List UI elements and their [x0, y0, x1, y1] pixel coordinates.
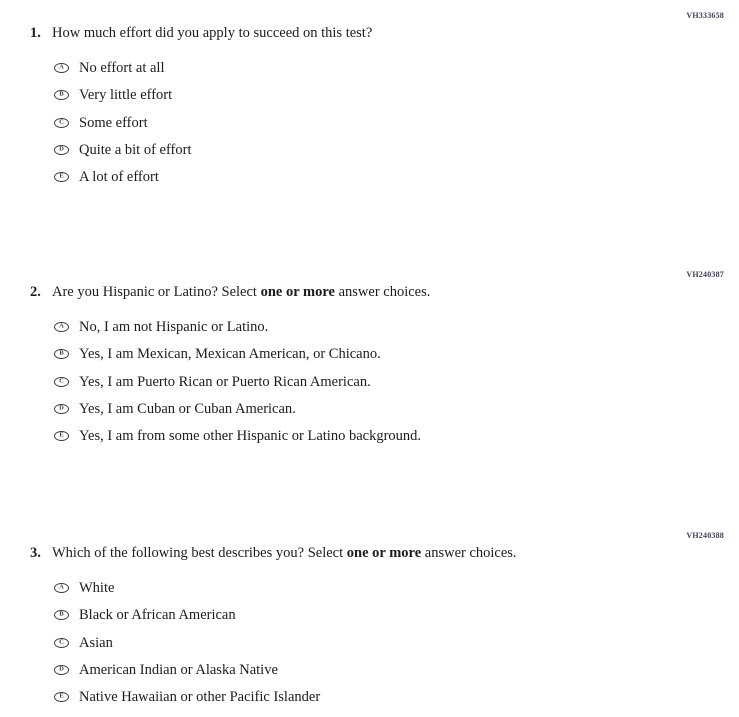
- answer-option[interactable]: [54, 85, 172, 105]
- answer-option[interactable]: [54, 399, 296, 419]
- question-prompt: [30, 24, 719, 43]
- question-prompt: [30, 544, 719, 563]
- question-prompt: [30, 283, 719, 302]
- item-code: VH333658: [686, 11, 724, 20]
- option-label: Quite a bit of effort: [79, 142, 192, 158]
- answer-option[interactable]: [54, 578, 114, 598]
- option-label: Black or African American: [79, 607, 236, 623]
- prompt-pre: Which of the following best describes you? Select: [52, 545, 347, 561]
- question-text: [52, 545, 517, 561]
- question-text: [52, 25, 372, 41]
- question-text: [52, 284, 430, 300]
- option-bubble[interactable]: [54, 172, 69, 182]
- option-label: White: [79, 580, 115, 596]
- question-number: 2.: [30, 284, 41, 300]
- option-letter: D: [59, 665, 64, 673]
- option-bubble[interactable]: [54, 118, 69, 128]
- option-letter: E: [59, 431, 64, 439]
- option-label: Some effort: [79, 115, 148, 131]
- prompt-bold: one or more: [346, 545, 422, 561]
- option-label: American Indian or Alaska Native: [79, 662, 278, 678]
- option-label: No effort at all: [79, 60, 165, 76]
- option-bubble[interactable]: [54, 349, 69, 359]
- item-code: VH240388: [686, 531, 724, 540]
- option-letter: D: [59, 145, 64, 153]
- option-bubble[interactable]: [54, 610, 69, 620]
- option-letter: C: [59, 118, 64, 126]
- answer-option[interactable]: [54, 317, 268, 337]
- answer-option[interactable]: [54, 426, 421, 446]
- option-bubble[interactable]: [54, 431, 69, 441]
- answer-option[interactable]: [54, 167, 159, 187]
- option-label: Yes, I am Cuban or Cuban American.: [79, 401, 296, 417]
- answer-option[interactable]: [54, 58, 165, 78]
- option-letter: E: [59, 172, 64, 180]
- option-bubble[interactable]: [54, 583, 69, 593]
- item-code: VH240387: [686, 270, 724, 279]
- option-bubble[interactable]: [54, 322, 69, 332]
- answer-option[interactable]: [54, 605, 236, 625]
- option-label: Very little effort: [79, 87, 173, 103]
- option-label: Asian: [79, 635, 113, 651]
- question-number: 1.: [30, 25, 41, 41]
- prompt-bold: one or more: [260, 284, 335, 300]
- answer-option[interactable]: [54, 344, 381, 364]
- option-label: Yes, I am Mexican, Mexican American, or Chicano.: [79, 346, 381, 362]
- option-bubble[interactable]: [54, 404, 69, 414]
- option-bubble[interactable]: [54, 377, 69, 387]
- question-block-3: [0, 530, 739, 717]
- answer-option[interactable]: [54, 372, 371, 392]
- option-letter: C: [59, 638, 64, 646]
- question-number: 3.: [30, 545, 41, 561]
- option-bubble[interactable]: [54, 665, 69, 675]
- question-block-1: [0, 10, 739, 210]
- option-label: No, I am not Hispanic or Latino.: [79, 319, 269, 335]
- option-letter: A: [59, 63, 64, 71]
- option-bubble[interactable]: [54, 145, 69, 155]
- option-label: Yes, I am from some other Hispanic or Latino background.: [79, 428, 422, 444]
- prompt-post: answer choices.: [334, 284, 431, 300]
- option-label: Native Hawaiian or other Pacific Islander: [79, 689, 321, 705]
- prompt-post: answer choices.: [421, 545, 517, 561]
- answer-option[interactable]: [54, 687, 320, 707]
- option-label: A lot of effort: [79, 169, 159, 185]
- option-letter: B: [59, 610, 64, 618]
- option-letter: B: [59, 90, 64, 98]
- prompt-pre: Are you Hispanic or Latino? Select: [52, 284, 261, 300]
- option-letter: E: [59, 692, 64, 700]
- option-bubble[interactable]: [54, 692, 69, 702]
- option-letter: C: [59, 377, 64, 385]
- prompt-pre: How much effort did you apply to succeed on this test?: [52, 25, 373, 41]
- option-letter: A: [59, 583, 64, 591]
- option-letter: A: [59, 322, 64, 330]
- option-bubble[interactable]: [54, 90, 69, 100]
- answer-option[interactable]: [54, 633, 113, 653]
- option-label: Yes, I am Puerto Rican or Puerto Rican American.: [79, 374, 371, 390]
- answer-option[interactable]: [54, 140, 191, 160]
- question-block-2: [0, 269, 739, 469]
- option-letter: B: [59, 349, 64, 357]
- answer-option[interactable]: [54, 660, 278, 680]
- option-bubble[interactable]: [54, 63, 69, 73]
- option-letter: D: [59, 404, 64, 412]
- answer-option[interactable]: [54, 113, 148, 133]
- option-bubble[interactable]: [54, 638, 69, 648]
